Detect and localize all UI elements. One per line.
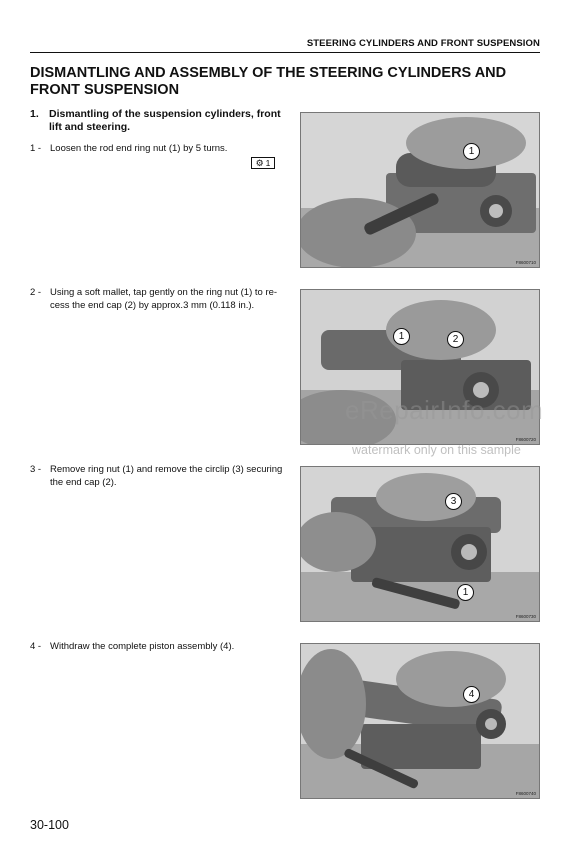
step-text-line: Loosen the rod end ring nut (1) by 5 turns. <box>50 143 228 154</box>
step-number: 4 - <box>30 641 42 652</box>
page-title-line-1: DISMANTLING AND ASSEMBLY OF THE STEERING CYLINDERS AND <box>30 65 507 81</box>
step-text <box>50 286 285 312</box>
photo-step-1 <box>300 112 540 268</box>
watermark-notice: watermark only on this sample <box>352 443 521 457</box>
step-text-line: the end cap (2). <box>50 477 117 488</box>
photo-step-3 <box>300 466 540 622</box>
callout-1: 1 <box>393 328 410 345</box>
figure-code: F8600720 <box>515 437 536 442</box>
step-text-line: Using a soft mallet, tap gently on the ring nut (1) to re- <box>50 287 278 298</box>
figure-code: F8600710 <box>515 260 536 265</box>
figure-code: F8600740 <box>515 791 536 796</box>
step-number: 3 - <box>30 464 42 475</box>
watermark-brand: eRepairInfo.com <box>345 395 544 425</box>
running-head: STEERING CYLINDERS AND FRONT SUSPENSION <box>306 38 540 49</box>
page-title-line-2: FRONT SUSPENSION <box>30 82 180 98</box>
photo-step-3-image <box>301 467 540 622</box>
step-text <box>50 640 285 653</box>
section-title-line-2: lift and steering. <box>49 121 131 133</box>
step-number: 1 - <box>30 143 42 154</box>
step-text-line: cess the end cap (2) by approx.3 mm (0.118 in.). <box>50 300 255 311</box>
step-text <box>50 463 285 489</box>
section-title <box>49 108 289 134</box>
photo-step-4-image <box>301 644 540 799</box>
callout-1: 1 <box>463 143 480 160</box>
step-number: 2 - <box>30 287 42 298</box>
step-text-line: Withdraw the complete piston assembly (4). <box>50 641 235 652</box>
step-text <box>50 142 285 155</box>
section-title-line-1: Dismantling of the suspension cylinders, front <box>49 108 281 120</box>
page-number: 30-100 <box>30 818 69 832</box>
step-text-line: Remove ring nut (1) and remove the circlip (3) securing <box>50 464 283 475</box>
page-title <box>30 65 550 99</box>
callout-2: 2 <box>447 331 464 348</box>
reference-box-label: 1 <box>265 158 271 168</box>
section-number: 1. <box>30 108 39 120</box>
callout-4: 4 <box>463 686 480 703</box>
reference-box <box>251 157 275 169</box>
photo-step-4 <box>300 643 540 799</box>
callout-1: 1 <box>457 584 474 601</box>
callout-3: 3 <box>445 493 462 510</box>
figure-code: F8600730 <box>515 614 536 619</box>
assembly-reference-icon: ⚙ <box>255 158 264 168</box>
photo-step-1-image <box>301 113 540 268</box>
header-rule <box>30 52 540 53</box>
